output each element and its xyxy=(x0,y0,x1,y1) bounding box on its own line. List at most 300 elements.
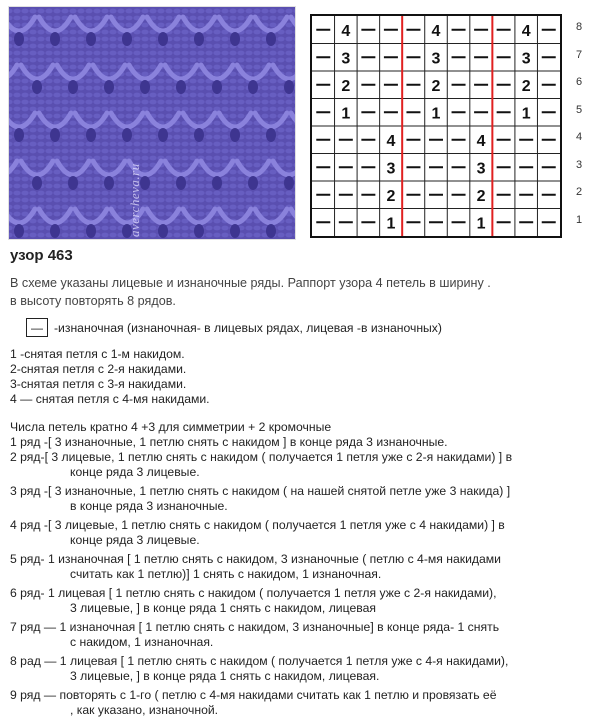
purl-bump xyxy=(221,135,228,140)
watermark: averchevа.ru xyxy=(127,163,142,237)
stitch-key-item: 1 -снятая петля с 1-м накидом. xyxy=(10,347,185,361)
purl-bump xyxy=(21,9,28,14)
purl-bump xyxy=(165,107,172,112)
purl-bump xyxy=(205,233,212,238)
purl-bump xyxy=(189,191,196,196)
purl-bump xyxy=(253,51,260,56)
purl-bump xyxy=(69,219,76,224)
purl-bump xyxy=(213,219,220,224)
purl-bump xyxy=(229,93,236,98)
slipped-stitch-knot xyxy=(194,32,204,46)
purl-bump xyxy=(229,9,236,14)
purl-bump xyxy=(77,44,84,49)
purl-bump xyxy=(61,233,68,238)
purl-bump xyxy=(261,198,268,203)
purl-bump xyxy=(277,58,284,63)
knitting-sample-photo xyxy=(8,6,296,240)
purl-bump xyxy=(69,9,76,14)
purl-bump xyxy=(285,191,292,196)
purl-bump xyxy=(269,184,276,189)
purl-bump xyxy=(269,79,276,84)
purl-bump xyxy=(229,198,236,203)
purl-bump xyxy=(13,100,20,105)
purl-bump xyxy=(197,9,204,14)
purl-bump xyxy=(101,156,108,161)
purl-bump xyxy=(29,198,36,203)
slipped-stitch-knot xyxy=(284,176,294,190)
purl-bump xyxy=(165,9,172,14)
purl-bump xyxy=(221,58,228,63)
purl-bump xyxy=(101,233,108,238)
purl-bump xyxy=(13,114,20,119)
purl-bump xyxy=(277,100,284,105)
purl-bump xyxy=(205,177,212,182)
purl-bump xyxy=(245,37,252,42)
purl-bump xyxy=(149,51,156,56)
purl-bump xyxy=(149,37,156,42)
purl-bump xyxy=(221,156,228,161)
purl-bump xyxy=(69,226,76,231)
purl-bump xyxy=(69,198,76,203)
purl-bump xyxy=(77,226,84,231)
purl-bump xyxy=(117,191,124,196)
purl-bump xyxy=(149,226,156,231)
purl-bump xyxy=(173,44,180,49)
purl-bump xyxy=(53,51,60,56)
slipped-stitch-knot xyxy=(86,128,96,142)
slip-stitch-cell: 3 xyxy=(476,160,486,178)
purl-bump xyxy=(29,149,36,154)
purl-bump xyxy=(21,205,28,210)
purl-bump xyxy=(125,23,132,28)
purl-bump xyxy=(149,44,156,49)
purl-bump xyxy=(109,100,116,105)
purl-bump xyxy=(149,191,156,196)
pattern-title: узор 463 xyxy=(10,247,73,264)
purl-bump xyxy=(101,226,108,231)
purl-bump xyxy=(29,135,36,140)
purl-bump xyxy=(117,86,124,91)
purl-bump xyxy=(45,93,52,98)
purl-bump xyxy=(157,170,164,175)
purl-bump xyxy=(13,9,20,14)
purl-bump xyxy=(277,93,284,98)
purl-bump xyxy=(213,58,220,63)
purl-bump xyxy=(77,205,84,210)
purl-bump xyxy=(85,79,92,84)
purl-bump xyxy=(205,198,212,203)
purl-bump xyxy=(117,184,124,189)
purl-bump xyxy=(245,9,252,14)
purl-bump xyxy=(157,79,164,84)
purl-bump xyxy=(29,37,36,42)
purl-bump xyxy=(253,149,260,154)
slipped-stitch-knot xyxy=(266,224,276,238)
purl-bump xyxy=(69,191,76,196)
purl-bump xyxy=(261,58,268,63)
purl-bump xyxy=(69,128,76,133)
purl-bump xyxy=(101,51,108,56)
purl-bump xyxy=(237,100,244,105)
purl-bump xyxy=(245,51,252,56)
purl-bump xyxy=(173,65,180,70)
slipped-stitch-knot xyxy=(212,176,222,190)
purl-bump xyxy=(45,9,52,14)
purl-bump xyxy=(37,51,44,56)
purl-bump xyxy=(189,198,196,203)
purl-bump xyxy=(181,44,188,49)
purl-bump xyxy=(69,37,76,42)
purl-bump xyxy=(213,149,220,154)
purl-bump xyxy=(101,135,108,140)
purl-bump xyxy=(61,191,68,196)
purl-bump xyxy=(237,205,244,210)
purl-bump xyxy=(213,156,220,161)
purl-bump xyxy=(13,198,20,203)
purl-bump xyxy=(221,51,228,56)
purl-bump xyxy=(269,23,276,28)
purl-bump xyxy=(173,135,180,140)
purl-bump xyxy=(189,58,196,63)
purl-bump xyxy=(205,156,212,161)
purl-bump xyxy=(77,100,84,105)
purl-bump xyxy=(101,9,108,14)
purl-bump xyxy=(277,128,284,133)
chart-row-number: 3 xyxy=(576,158,583,171)
purl-bump xyxy=(253,163,260,168)
purl-bump xyxy=(165,86,172,91)
purl-bump xyxy=(269,205,276,210)
purl-bump xyxy=(69,51,76,56)
slip-stitch-cell: 2 xyxy=(386,187,396,205)
purl-bump xyxy=(277,9,284,14)
purl-bump xyxy=(101,30,108,35)
purl-bump xyxy=(229,79,236,84)
purl-bump xyxy=(117,79,124,84)
purl-bump xyxy=(189,16,196,21)
purl-bump xyxy=(253,100,260,105)
purl-bump xyxy=(149,100,156,105)
purl-bump xyxy=(157,107,164,112)
legend-text: -изнаночная (изнаночная- в лицевых рядах, лицевая -в изнаночных) xyxy=(54,320,442,335)
purl-bump xyxy=(189,44,196,49)
purl-bump xyxy=(77,128,84,133)
purl-bump xyxy=(69,100,76,105)
purl-bump xyxy=(117,58,124,63)
purl-bump xyxy=(109,198,116,203)
purl-bump xyxy=(189,107,196,112)
purl-bump xyxy=(45,149,52,154)
purl-bump xyxy=(229,142,236,147)
purl-bump xyxy=(141,51,148,56)
purl-bump xyxy=(141,37,148,42)
purl-bump xyxy=(109,233,116,238)
purl-bump xyxy=(77,198,84,203)
slip-stitch-cell: 3 xyxy=(521,50,531,68)
purl-bump xyxy=(85,58,92,63)
purl-bump xyxy=(157,16,164,21)
purl-bump xyxy=(197,198,204,203)
purl-bump xyxy=(13,93,20,98)
purl-bump xyxy=(101,128,108,133)
purl-bump xyxy=(69,135,76,140)
chart-row-number: 4 xyxy=(576,131,583,143)
purl-bump xyxy=(77,142,84,147)
row-3: 3 ряд -[ 3 изнаночные, 1 петлю снять с накидом ( на нашей снятой петле уже 3 накида) ] xyxy=(10,484,511,498)
slip-stitch-cell: 2 xyxy=(476,187,486,205)
purl-bump xyxy=(229,23,236,28)
purl-bump xyxy=(181,9,188,14)
purl-bump xyxy=(93,51,100,56)
purl-bump xyxy=(109,226,116,231)
purl-bump xyxy=(157,191,164,196)
slipped-stitch-knot xyxy=(212,80,222,94)
purl-bump xyxy=(53,93,60,98)
purl-bump xyxy=(213,233,220,238)
purl-symbol-box: — xyxy=(26,318,48,337)
purl-bump xyxy=(13,170,20,175)
purl-bump xyxy=(229,16,236,21)
purl-bump xyxy=(117,51,124,56)
purl-bump xyxy=(21,107,28,112)
stitch-key-item: 4 — снятая петля с 4-мя накидами. xyxy=(10,392,210,406)
slip-stitch-cell: 1 xyxy=(431,105,441,123)
purl-bump xyxy=(197,86,204,91)
slipped-stitch-knot xyxy=(230,224,240,238)
intro-line-2: в высоту повторять 8 рядов. xyxy=(10,294,176,308)
purl-bump xyxy=(85,107,92,112)
purl-bump xyxy=(101,163,108,168)
purl-bump xyxy=(37,58,44,63)
purl-bump xyxy=(253,9,260,14)
purl-bump xyxy=(37,163,44,168)
slip-stitch-cell: 4 xyxy=(521,22,531,40)
purl-bump xyxy=(53,149,60,154)
purl-bump xyxy=(149,205,156,210)
chart-row-numbers xyxy=(576,14,598,238)
purl-bump xyxy=(157,205,164,210)
purl-bump xyxy=(197,58,204,63)
purl-bump xyxy=(237,142,244,147)
purl-bump xyxy=(229,184,236,189)
purl-bump xyxy=(237,58,244,63)
purl-bump xyxy=(37,30,44,35)
purl-bump xyxy=(253,30,260,35)
purl-bump xyxy=(245,163,252,168)
purl-bump xyxy=(109,9,116,14)
purl-bump xyxy=(45,44,52,49)
purl-bump xyxy=(29,233,36,238)
purl-bump xyxy=(101,44,108,49)
purl-bump xyxy=(229,100,236,105)
purl-bump xyxy=(237,114,244,119)
row-4-cont: конце ряда 3 лицевые. xyxy=(70,533,200,547)
row-9: 9 ряд — повторять с 1-го ( петлю с 4-мя накидами считать как 1 петлю и провязать её xyxy=(10,688,497,702)
purl-bump xyxy=(181,149,188,154)
purl-bump xyxy=(29,156,36,161)
purl-bump xyxy=(181,37,188,42)
purl-bump xyxy=(157,114,164,119)
purl-bump xyxy=(165,177,172,182)
purl-bump xyxy=(133,44,140,49)
purl-bump xyxy=(213,51,220,56)
purl-bump xyxy=(45,86,52,91)
purl-bump xyxy=(133,51,140,56)
chart-row-number: 5 xyxy=(576,103,583,116)
purl-bump xyxy=(213,191,220,196)
purl-bump xyxy=(229,191,236,196)
purl-bump xyxy=(53,198,60,203)
purl-bump xyxy=(237,184,244,189)
purl-bump xyxy=(261,16,268,21)
slip-stitch-cell: 3 xyxy=(386,160,396,178)
purl-bump xyxy=(189,51,196,56)
purl-bump xyxy=(93,149,100,154)
purl-bump xyxy=(69,163,76,168)
purl-bump xyxy=(117,44,124,49)
purl-bump xyxy=(149,142,156,147)
purl-bump xyxy=(237,198,244,203)
purl-bump xyxy=(53,191,60,196)
purl-bump xyxy=(53,100,60,105)
purl-bump xyxy=(165,79,172,84)
purl-bump xyxy=(261,86,268,91)
purl-bump xyxy=(245,58,252,63)
purl-bump xyxy=(77,191,84,196)
purl-bump xyxy=(253,135,260,140)
slip-stitch-cell: 3 xyxy=(431,50,441,68)
purl-bump xyxy=(109,191,116,196)
purl-bump xyxy=(165,149,172,154)
purl-bump xyxy=(37,149,44,154)
purl-bump xyxy=(37,233,44,238)
purl-bump xyxy=(285,100,292,105)
purl-bump xyxy=(261,93,268,98)
purl-bump xyxy=(197,100,204,105)
purl-bump xyxy=(181,156,188,161)
purl-bump xyxy=(261,51,268,56)
purl-bump xyxy=(37,142,44,147)
slip-stitch-cell: 2 xyxy=(431,77,441,95)
purl-bump xyxy=(13,58,20,63)
purl-bump xyxy=(45,205,52,210)
purl-bump xyxy=(45,177,52,182)
purl-bump xyxy=(149,177,156,182)
purl-bump xyxy=(221,142,228,147)
purl-bump xyxy=(205,65,212,70)
purl-bump xyxy=(53,107,60,112)
purl-bump xyxy=(53,16,60,21)
purl-bump xyxy=(269,149,276,154)
chart-row-number: 8 xyxy=(576,21,583,33)
purl-bump xyxy=(85,142,92,147)
purl-bump xyxy=(285,142,292,147)
purl-bump xyxy=(21,149,28,154)
purl-bump xyxy=(45,107,52,112)
purl-bump xyxy=(253,128,260,133)
purl-bump xyxy=(173,37,180,42)
purl-bump xyxy=(245,198,252,203)
row-instructions xyxy=(10,420,598,718)
purl-bump xyxy=(61,149,68,154)
purl-bump xyxy=(245,156,252,161)
slipped-stitch-knot xyxy=(158,224,168,238)
purl-bump xyxy=(53,142,60,147)
purl-bump xyxy=(93,191,100,196)
purl-bump xyxy=(181,198,188,203)
purl-bump xyxy=(69,142,76,147)
purl-bump xyxy=(221,44,228,49)
purl-bump xyxy=(173,149,180,154)
purl-bump xyxy=(53,86,60,91)
purl-bump xyxy=(197,177,204,182)
purl-bump xyxy=(197,184,204,189)
purl-bump xyxy=(173,142,180,147)
purl-bump xyxy=(109,65,116,70)
row-9-cont: , как указано, изнаночной. xyxy=(70,703,219,717)
purl-bump xyxy=(285,37,292,42)
purl-bump xyxy=(277,177,284,182)
purl-bump xyxy=(221,107,228,112)
purl-bump xyxy=(253,226,260,231)
purl-bump xyxy=(237,177,244,182)
purl-bump xyxy=(37,100,44,105)
purl-bump xyxy=(157,212,164,217)
purl-bump xyxy=(221,37,228,42)
purl-bump xyxy=(149,128,156,133)
purl-bump xyxy=(77,233,84,238)
stitch-key-item: 3-снятая петля с 3-я накидами. xyxy=(10,377,187,391)
chart-row-number: 1 xyxy=(576,213,583,226)
purl-bump xyxy=(61,58,68,63)
cast-on-note: Числа петель кратно 4 +3 для симметрии + 2 кромочные xyxy=(10,420,332,434)
purl-bump xyxy=(29,163,36,168)
slipped-stitch-knot xyxy=(68,80,78,94)
purl-bump xyxy=(61,37,68,42)
purl-bump xyxy=(189,142,196,147)
purl-bump xyxy=(29,9,36,14)
intro-line-1: В схеме указаны лицевые и изнаночные ряды. Раппорт узора 4 петель в ширину . xyxy=(10,276,491,290)
purl-bump xyxy=(117,114,124,119)
slipped-stitch-knot xyxy=(248,80,258,94)
purl-bump xyxy=(213,163,220,168)
purl-bump xyxy=(213,23,220,28)
purl-bump xyxy=(221,205,228,210)
purl-bump xyxy=(285,58,292,63)
purl-bump xyxy=(213,65,220,70)
purl-bump xyxy=(21,51,28,56)
purl-bump xyxy=(197,114,204,119)
purl-bump xyxy=(149,58,156,63)
slip-stitch-cell: 1 xyxy=(521,105,531,123)
purl-bump xyxy=(197,149,204,154)
purl-bump xyxy=(229,51,236,56)
purl-bump xyxy=(181,58,188,63)
purl-bump xyxy=(37,156,44,161)
purl-bump xyxy=(285,44,292,49)
slip-stitch-cell: 2 xyxy=(341,77,351,95)
purl-bump xyxy=(189,184,196,189)
purl-bump xyxy=(37,37,44,42)
purl-bump xyxy=(117,177,124,182)
purl-bump xyxy=(101,198,108,203)
purl-bump xyxy=(45,51,52,56)
purl-bump xyxy=(85,184,92,189)
purl-bump xyxy=(133,37,140,42)
purl-bump xyxy=(261,191,268,196)
slipped-stitch-knot xyxy=(104,80,114,94)
purl-bump xyxy=(85,170,92,175)
